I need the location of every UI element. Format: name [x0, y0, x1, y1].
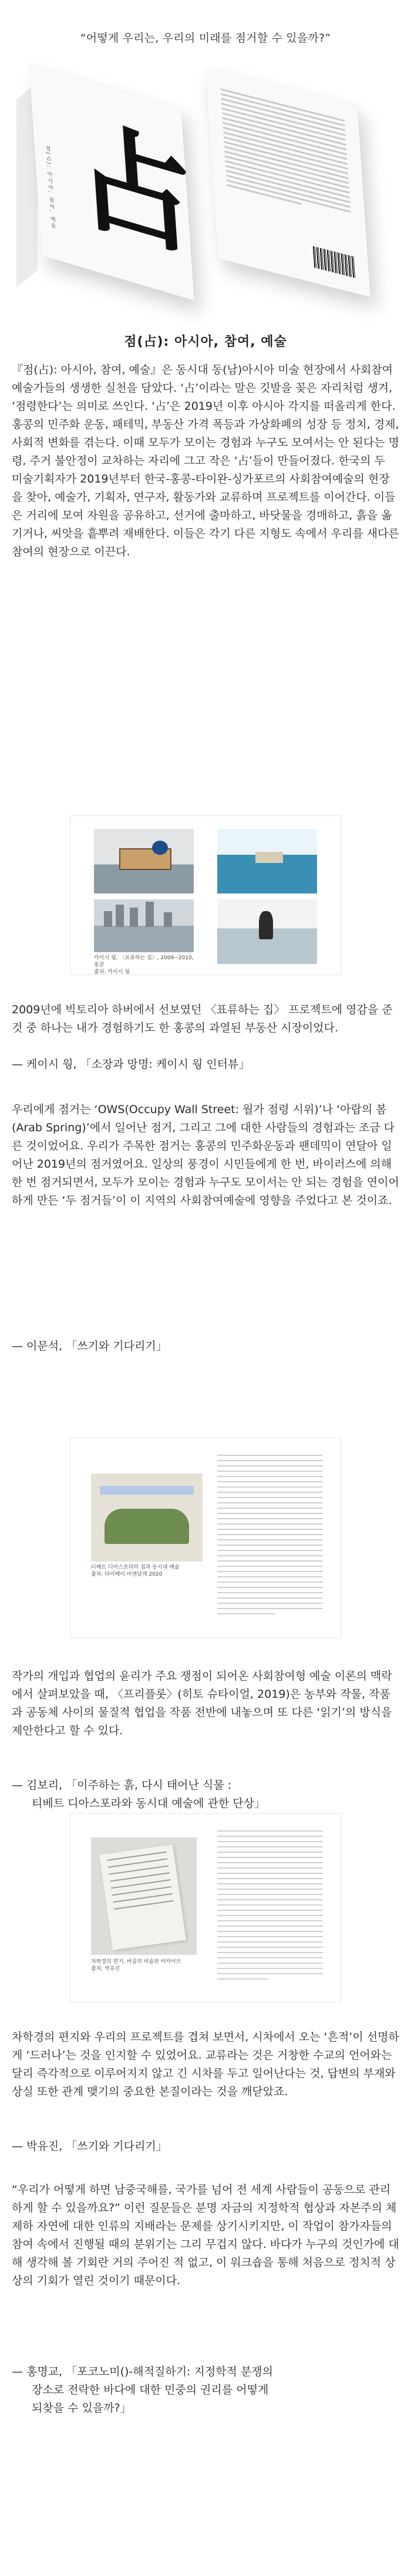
- panel3-text-column: [217, 1830, 323, 1984]
- quote-3: 작가의 개입과 협업의 윤리가 주요 쟁점이 되어온 사회참여형 예술 이론의 맥락에서 살펴보았을 때, 〈프리플롯〉(히토 슈타이얼, 2019)은 농부와 작물, 작품과 공동체 사이의 물질적 협업을 작품 전반에 내놓으며 또 다른 ‘읽기’의 방식을 제안한다고 할 수 있다.: [12, 1670, 392, 1737]
- panel1-caption: 카이시 웡, 〈표류하는 집〉, 2009~2010, 홍콩 출처: 카이시 웡: [94, 955, 194, 975]
- photo-letter: [91, 1837, 197, 1955]
- hero-quote: “어떻게 우리는, 우리의 미래를 점거할 수 있을까?”: [80, 32, 331, 45]
- intro-paragraph: 『점(占): 아시아, 참여, 예술』은 동시대 동(남)아시아 미술 현장에서 사회참여예술가들의 생생한 실천을 담았다. ‘占’이라는 말은 깃발을 꽂은 자리처럼 생겨, ‘점령한다’는 의미로 쓰인다. ‘占’은 2019년 이후 아시아 각지를 떠올리게 한다. 홍콩의 민주화 운동, 패테믹, 부동산 가격 폭등과 가상화폐의 성장 등 정치, 경제, 사회적 변화를 겪는다. 이때 모두가 모이는 경험과 누구도 모여서는 안 된다는 명령, 주거 불안정이 교차하는 자리에 그고 작은 ‘占’들이 만들어졌다. 한국의 두 미술기획자가 2019년부터 한국-홍콩-타이완-싱가포르의 사회참여예술의 현장을 찾아, 예술가, 기획자, 연구자, 활동가와 교류하며 프로젝트를 이어간다. 이들은 거리에 모여 자원을 공유하고, 선거에 출마하고, 바닷물을 경매하고, 흙을 옮기거나, 씨앗을 흩뿌려 재배한다. 이들은 각기 다른 지형도 속에서 우리를 새다른 참여의 현장으로 이끈다.: [12, 363, 399, 558]
- book-front-cover: [29, 63, 198, 301]
- quote-5: “우리가 어떻게 하면 남중국해를, 국가를 넘어 전 세계 사람들이 공동으로 관리하게 할 수 있을까요?” 이런 질문들은 분명 자금의 지정학적 협상과 자본주의 체제하 자연에 대한 인류의 지배라는 문제를 상기시키지만, 이 작업이 참가자들의 참여 속에서 진행될 때의 분위기는 그리 무겁지 않다. 바다가 누구의 것인가에 대해 생각해 볼 기회란 거의 주어진 적 없고, 이 워크숍을 통해 처음으로 정치적 상상의 기회가 열린 것이기 때문이다.: [12, 2183, 399, 2287]
- quote-1: 2009년에 빅토리아 하버에서 선보였던 〈표류하는 집〉 프로젝트에 영감을 준 것 중 하나는 내가 경험하기도 한 홍콩의 과열된 부동산 시장이었다.: [12, 1003, 393, 1034]
- quote-4: 차학경의 편지와 우리의 프로젝트를 겹쳐 보면서, 시차에서 오는 ‘흔적’이 선명하게 ‘드러나’는 것을 인지할 수 있었어요. 교류라는 것은 거창한 수교의 언어와는 달리 즉각적으로 이루어지지 않고 긴 시차를 두고 일어난다는 것, 답변의 부재와 상실 또한 관계 맺기의 중요한 본질이라는 것을 깨닫았죠.: [12, 2031, 399, 2098]
- cover-vertical-title: 점(占): 아시아, 참여, 예술: [44, 144, 56, 230]
- quote-5-attribution-line-2: 장소로 전락한 바다에 대한 민중의 권리를 어떻게: [32, 2383, 269, 2396]
- photo-harbor: [94, 899, 194, 952]
- panel3-caption: 차학경의 편지, 버클리 미술관 아카이브 출처: 박유진: [91, 1959, 181, 1972]
- back-cover-text: [220, 88, 351, 220]
- quote-5-attribution-line-3: 되찾을 수 있을까?」: [32, 2402, 132, 2415]
- book-mockup: [0, 65, 411, 317]
- section-title: 점(占): 아시아, 참여, 예술: [124, 335, 287, 349]
- photo-panel-3: [70, 1814, 341, 2002]
- panel2-text-column: [217, 1455, 323, 1619]
- photo-floating-house: [94, 829, 194, 893]
- book-back-cover: [205, 67, 370, 298]
- quote-4-attribution: — 박유진, 「쓰기와 기다리기」: [12, 2140, 167, 2153]
- quote-5-attribution-line-1: — 홍명교, 「포코노미()-해적질하기: 지정학적 분쟁의: [12, 2365, 274, 2378]
- photo-sea-house: [217, 829, 317, 893]
- photo-panel-2: [70, 1438, 341, 1638]
- panel2-caption: 티베트 디아스포라의 집과 동시대 예술 출처: 타이베이 비엔날레 2020: [91, 1565, 180, 1577]
- barcode: [313, 246, 355, 278]
- photo-panel-1: [70, 816, 341, 975]
- quote-3-attribution-line-2: 티베트 디아스포라와 동시대 예술에 관한 단상」: [32, 1797, 265, 1810]
- photo-installation: [91, 1474, 203, 1562]
- photo-person: [217, 899, 317, 964]
- quote-2: 우리에게 점거는 ‘OWS(Occupy Wall Street: 월가 점령 시위)’나 ‘아랍의 봄(Arab Spring)’에서 일어난 점거, 그리고 그에 대한 사람들의 경험과는 조금 다른 것이었어요. 우리가 주목한 점거는 홍콩의 민주화운동과 팬데믹이 연달아 일어난 2019년의 점거였어요. 일상의 풍경이 시민들에게 한 번, 바이러스에 의해 한 번 점거되면서, 모두가 모이는 경험과 누구도 모이서는 안 되는 경험을 연이어 하게 만든 ‘두 점거들’이 이 지역의 사회참여예술에 영향을 주었다고 본 것이죠.: [12, 1103, 399, 1207]
- quote-3-attribution-line-1: — 김보리, 「이주하는 흙, 다시 태어난 식물 :: [12, 1779, 232, 1792]
- cover-glyph: 占: [71, 100, 198, 277]
- quote-1-attribution: — 케이시 웡, 「소장과 망명: 케이시 웡 인터뷰」: [12, 1058, 250, 1071]
- quote-2-attribution: — 이문석, 「쓰기와 기다리기」: [12, 1340, 167, 1353]
